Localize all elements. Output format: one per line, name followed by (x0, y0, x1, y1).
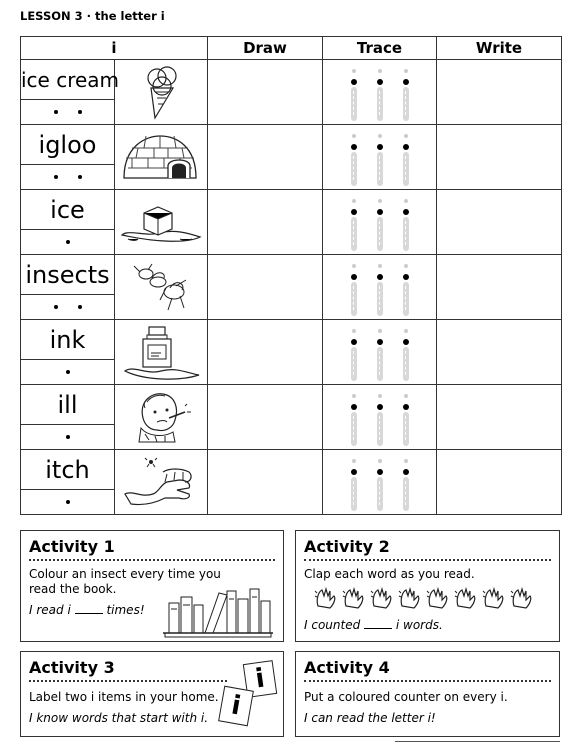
sound-dots (21, 360, 115, 385)
sound-dot (78, 305, 82, 309)
trace-letter-i[interactable] (402, 69, 410, 123)
sound-dot (66, 500, 70, 504)
table-row (21, 450, 562, 490)
activity-2-box (295, 530, 560, 642)
lesson-title: LESSON 3 · the letter i (20, 9, 165, 23)
divider (29, 680, 227, 682)
word-cell: igloo (21, 125, 115, 165)
trace-letter-i[interactable] (350, 264, 358, 318)
header-draw: Draw (208, 37, 323, 60)
letter-card-back: i (243, 660, 277, 698)
draw-cell[interactable] (208, 320, 323, 385)
trace-letter-i[interactable] (402, 459, 410, 513)
table-row (21, 190, 562, 230)
draw-cell[interactable] (208, 190, 323, 255)
trace-letters (323, 390, 436, 444)
draw-cell[interactable] (208, 255, 323, 320)
trace-letter-i[interactable] (350, 69, 358, 123)
sound-dot (78, 110, 82, 114)
word-cell: ill (21, 385, 115, 425)
sound-dot (78, 175, 82, 179)
sound-dot (54, 305, 58, 309)
table-row (21, 320, 562, 360)
activity-1-text: Colour an insect every time you read the book. (29, 567, 221, 596)
trace-letter-i[interactable] (376, 134, 384, 188)
write-cell[interactable] (437, 190, 562, 255)
trace-letter-i[interactable] (376, 329, 384, 383)
activity-1-box (20, 530, 284, 642)
header-trace: Trace (323, 37, 437, 60)
trace-letter-i[interactable] (402, 329, 410, 383)
table-row (21, 255, 562, 295)
trace-letter-i[interactable] (376, 459, 384, 513)
word-cell: ice cream (21, 60, 115, 100)
clapping-hands-icon (398, 586, 424, 612)
activity-2-text: Clap each word as you read. (304, 567, 475, 581)
trace-letter-i[interactable] (350, 134, 358, 188)
activity-4-text: Put a coloured counter on every i. (304, 690, 508, 704)
sick-man-icon (115, 385, 208, 450)
activity-3-title: Activity 3 (29, 658, 115, 677)
trace-cell[interactable] (323, 125, 437, 190)
trace-cell[interactable] (323, 255, 437, 320)
sound-dots (21, 165, 115, 190)
letter-card-front: i (218, 686, 254, 727)
trace-letter-i[interactable] (402, 264, 410, 318)
activity-3-prompt: I know words that start with i. (29, 711, 209, 725)
draw-cell[interactable] (208, 385, 323, 450)
write-cell[interactable] (437, 450, 562, 515)
activity-3-text: Label two i items in your home. (29, 690, 219, 704)
activity-4-title: Activity 4 (304, 658, 390, 677)
trace-letter-i[interactable] (376, 199, 384, 253)
sound-dot (54, 175, 58, 179)
activity-3-box (20, 651, 284, 737)
clapping-hands-icon (314, 586, 340, 612)
sound-dots (21, 100, 115, 125)
letter-i-table (20, 36, 562, 515)
word-cell: insects (21, 255, 115, 295)
footer-line (395, 741, 560, 742)
trace-letter-i[interactable] (350, 394, 358, 448)
activity-4-prompt: I can read the letter i! (304, 711, 436, 725)
trace-letter-i[interactable] (376, 264, 384, 318)
ink-bottle-icon (115, 320, 208, 385)
trace-letter-i[interactable] (402, 394, 410, 448)
trace-letters (323, 455, 436, 509)
trace-letter-i[interactable] (402, 199, 410, 253)
write-cell[interactable] (437, 320, 562, 385)
trace-letters (323, 65, 436, 119)
trace-letter-i[interactable] (402, 134, 410, 188)
trace-letter-i[interactable] (350, 459, 358, 513)
table-row (21, 385, 562, 425)
write-cell[interactable] (437, 60, 562, 125)
write-cell[interactable] (437, 385, 562, 450)
sound-dots (21, 490, 115, 515)
divider (29, 559, 275, 561)
trace-letters (323, 325, 436, 379)
trace-letters (323, 130, 436, 184)
trace-letters (323, 260, 436, 314)
sound-dots (21, 230, 115, 255)
header-letter: i (21, 37, 208, 60)
igloo-icon (115, 125, 208, 190)
activity-1-title: Activity 1 (29, 537, 115, 556)
word-cell: ice (21, 190, 115, 230)
draw-cell[interactable] (208, 125, 323, 190)
draw-cell[interactable] (208, 450, 323, 515)
sound-dot (66, 370, 70, 374)
sound-dot (66, 240, 70, 244)
activity-4-box (295, 651, 560, 737)
write-cell[interactable] (437, 125, 562, 190)
trace-cell[interactable] (323, 450, 437, 515)
books-icon (161, 583, 277, 639)
trace-letter-i[interactable] (376, 69, 384, 123)
sound-dot (54, 110, 58, 114)
write-cell[interactable] (437, 255, 562, 320)
divider (304, 559, 551, 561)
clapping-hands-row (314, 586, 559, 612)
clapping-hands-icon (454, 586, 480, 612)
trace-letter-i[interactable] (350, 199, 358, 253)
trace-cell[interactable] (323, 385, 437, 450)
trace-letter-i[interactable] (376, 394, 384, 448)
trace-cell[interactable] (323, 320, 437, 385)
trace-cell[interactable] (323, 60, 437, 125)
clapping-hands-icon (370, 586, 396, 612)
word-cell: itch (21, 450, 115, 490)
table-header-row (21, 37, 562, 60)
activity-1-prompt: I read i times! (29, 603, 145, 617)
trace-cell[interactable] (323, 190, 437, 255)
draw-cell[interactable] (208, 60, 323, 125)
table-row (21, 125, 562, 165)
clapping-hands-icon (482, 586, 508, 612)
table-row (21, 60, 562, 100)
trace-letters (323, 195, 436, 249)
sound-dot (66, 435, 70, 439)
clapping-hands-icon (510, 586, 536, 612)
insect-icon (115, 255, 208, 320)
clapping-hands-icon (426, 586, 452, 612)
activity-2-prompt: I counted i words. (304, 618, 443, 632)
ice-cream-icon (115, 60, 208, 125)
ice-cube-icon (115, 190, 208, 255)
itching-hand-icon (115, 450, 208, 515)
sound-dots (21, 295, 115, 320)
activity-2-title: Activity 2 (304, 537, 390, 556)
header-write: Write (437, 37, 562, 60)
trace-letter-i[interactable] (350, 329, 358, 383)
clapping-hands-icon (342, 586, 368, 612)
divider (304, 680, 551, 682)
sound-dots (21, 425, 115, 450)
word-cell: ink (21, 320, 115, 360)
